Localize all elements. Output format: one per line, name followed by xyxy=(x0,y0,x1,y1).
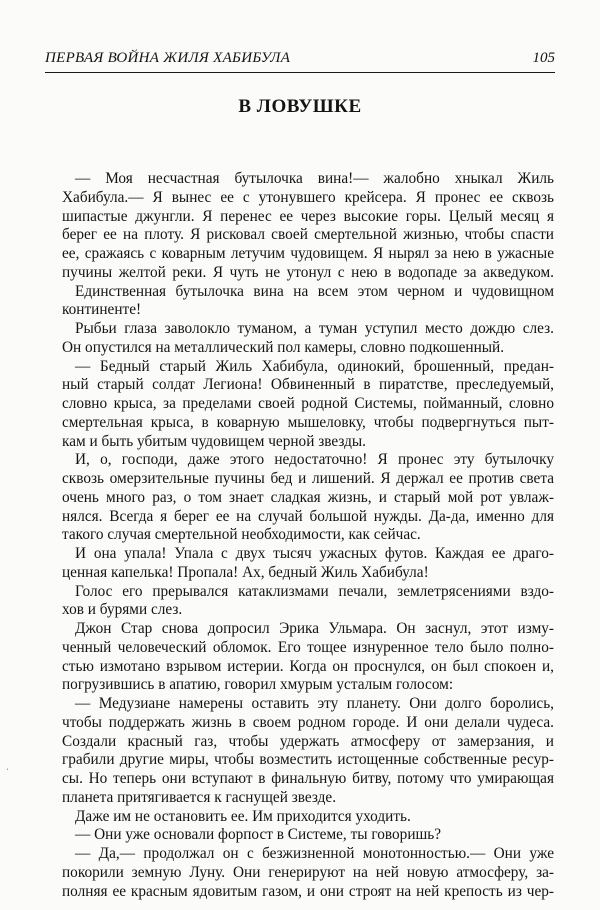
text-line: чтобы поддержать жизнь в своем родном городе. И они делали чудеса. xyxy=(62,713,554,731)
text-line: смертельная крыса, в коварную мышеловку, чтобы подвергнуться пыт- xyxy=(62,413,554,431)
text-line: И она упала! Упала с двух тысяч ужасных футов. Каждая ее драго- xyxy=(75,545,554,562)
text-line: — Бедный старый Жиль Хабибула, одинокий, брошенный, предан- xyxy=(75,357,554,375)
text-line: сы. Но теперь они вступают в финальную битву, потому что умирающая xyxy=(62,770,554,787)
text-line: берег ее на плоту. Я рисковал своей смертельной жизнью, чтобы спасти xyxy=(62,226,554,244)
text-line: покорили земную Луну. Они генерируют на ней новую атмосферу, за- xyxy=(62,863,554,881)
text-line: ченный человеческий обломок. Его тощее изнуренное тело было полно- xyxy=(62,638,554,656)
margin-mark: ˌ xyxy=(6,760,9,770)
text-line: ценная капелька! Пропала! Ах, бедный Жиль Хабибула! xyxy=(62,563,429,581)
text-line: Даже им не остановить ее. Им приходится уходить. xyxy=(75,807,411,825)
text-line: Рыбьи глаза заволокло туманом, а туман уступил место дождю слез. xyxy=(75,320,554,337)
text-line: грабили другие миры, чтобы возместить истощенные собственные ресур- xyxy=(62,751,554,769)
text-line: — Медузиане намерены оставить эту планету. Они долго боролись, xyxy=(75,695,554,712)
text-line: ный старый солдат Легиона! Обвиненный в пиратстве, преследуемый, xyxy=(62,376,554,394)
text-line: нялся. Всегда я берег ее на случай большой нужды. Да-да, именно для xyxy=(62,507,554,525)
text-line: Он опустился на металлический пол камеры, словно подкошенный. xyxy=(62,338,505,356)
running-head xyxy=(45,50,555,72)
text-line: континенте! xyxy=(62,301,142,319)
text-line: кам и быть убитым чудовищем черной звезды. xyxy=(62,432,367,450)
text-line: Голос его прерывался катаклизмами печали, землетрясениями вздо- xyxy=(75,582,554,600)
chapter-title: В ЛОВУШКЕ xyxy=(238,96,362,117)
text-line: планета притягивается к гаснущей звезде. xyxy=(62,788,337,806)
header-rule xyxy=(45,72,555,73)
text-line: полняя ее красным ядовитым газом, и они строят на ней крепость из чер- xyxy=(62,882,554,900)
text-line: — Они уже основали форпост в Системе, ты говоришь? xyxy=(75,826,442,844)
running-head-title: ПЕРВАЯ ВОЙНА ЖИЛЯ ХАБИБУЛА xyxy=(45,50,291,66)
text-line: шипастые джунгли. Я перенес ее через высокие горы. Целый месяц я xyxy=(62,207,554,225)
text-line: Создали красный газ, чтобы удержать атмосферу от замерзания, и xyxy=(62,732,554,750)
text-line: такого случая смертельной необходимости, как сейчас. xyxy=(62,526,421,544)
text-line: стью измотано взрывом истерии. Когда он проснулся, он был спокоен и, xyxy=(62,657,554,675)
text-line: сквозь омерзительные пучины бед и лишений. Я держал ее против света xyxy=(62,470,554,487)
text-line: — Моя несчастная бутылочка вина!— жалобно хныкал Жиль xyxy=(75,170,554,187)
text-line: Хабибула.— Я вынес ее с утонувшего крейсера. Я пронес ее сквозь xyxy=(62,188,554,206)
text-line: хов и бурями слез. xyxy=(62,601,183,619)
text-line: ее, сражаясь с коварным летучим чудовищем. Я нырял за нею в ужасные xyxy=(62,245,554,262)
text-line: Джон Стар снова допросил Эрика Ульмара. Он заснул, этот изму- xyxy=(75,620,554,637)
text-line: очень много раз, о том знает сладкая жизнь, и старый мой рот увлаж- xyxy=(62,488,554,506)
text-line: И, о, господи, даже этого недостаточно! Я пронес эту бутылочку xyxy=(75,451,554,469)
text-line: словно крыса, за пределами своей родной Системы, пойманный, словно xyxy=(62,395,554,412)
text-line: — Да,— продолжал он с безжизненной монотонностью.— Они уже xyxy=(75,845,554,862)
text-line: погрузившись в апатию, говорил хмурым усталым голосом: xyxy=(62,676,454,694)
text-line: пучины желтой реки. Я чуть не утонул с нею в водопаде за акведуком. xyxy=(62,263,554,281)
page-number: 105 xyxy=(532,50,555,66)
text-line: Единственная бутылочка вина на всем этом черном и чудовищном xyxy=(75,282,554,300)
body-text xyxy=(62,170,554,901)
